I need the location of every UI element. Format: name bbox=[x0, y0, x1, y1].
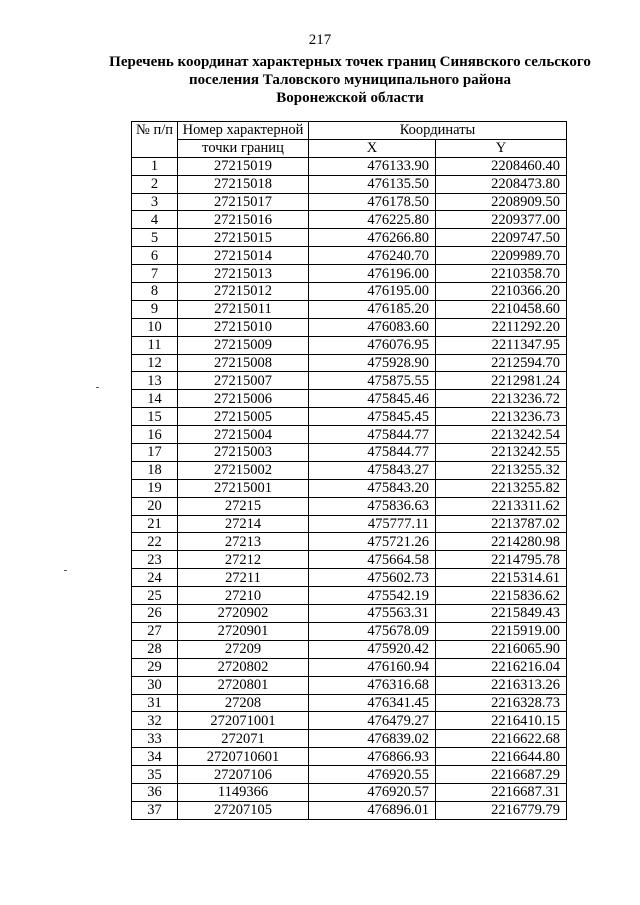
table-row bbox=[132, 372, 567, 390]
cell-x: 476160.94 bbox=[309, 658, 436, 676]
cell-x: 476479.27 bbox=[309, 712, 436, 730]
cell-x: 475678.09 bbox=[309, 622, 436, 640]
cell-point-id: 27215006 bbox=[178, 390, 309, 408]
table-row bbox=[132, 783, 567, 801]
cell-point-id: 27215017 bbox=[178, 193, 309, 211]
cell-y: 2209377.00 bbox=[436, 211, 567, 229]
table-row bbox=[132, 712, 567, 730]
table-row bbox=[132, 587, 567, 605]
cell-x: 475664.58 bbox=[309, 551, 436, 569]
cell-number: 30 bbox=[132, 676, 178, 694]
table-row bbox=[132, 193, 567, 211]
scan-speck bbox=[64, 570, 67, 571]
cell-x: 476083.60 bbox=[309, 318, 436, 336]
header-point-line-1: Номер характерной bbox=[178, 122, 309, 140]
cell-y: 2213242.54 bbox=[436, 426, 567, 444]
cell-y: 2210366.20 bbox=[436, 283, 567, 301]
cell-number: 13 bbox=[132, 372, 178, 390]
cell-number: 11 bbox=[132, 336, 178, 354]
cell-y: 2215314.61 bbox=[436, 569, 567, 587]
cell-x: 476341.45 bbox=[309, 694, 436, 712]
cell-point-id: 27207106 bbox=[178, 766, 309, 784]
cell-y: 2212981.24 bbox=[436, 372, 567, 390]
cell-number: 31 bbox=[132, 694, 178, 712]
cell-number: 3 bbox=[132, 193, 178, 211]
cell-x: 476839.02 bbox=[309, 730, 436, 748]
cell-point-id: 27215012 bbox=[178, 283, 309, 301]
table-row bbox=[132, 354, 567, 372]
cell-point-id: 27213 bbox=[178, 533, 309, 551]
table-body bbox=[132, 157, 567, 819]
cell-number: 23 bbox=[132, 551, 178, 569]
cell-y: 2216328.73 bbox=[436, 694, 567, 712]
cell-y: 2211292.20 bbox=[436, 318, 567, 336]
cell-point-id: 27215005 bbox=[178, 408, 309, 426]
cell-number: 36 bbox=[132, 783, 178, 801]
cell-number: 8 bbox=[132, 283, 178, 301]
cell-point-id: 27215019 bbox=[178, 157, 309, 175]
cell-point-id: 27215008 bbox=[178, 354, 309, 372]
cell-x: 476225.80 bbox=[309, 211, 436, 229]
cell-x: 475844.77 bbox=[309, 426, 436, 444]
cell-number: 32 bbox=[132, 712, 178, 730]
cell-point-id: 2720901 bbox=[178, 622, 309, 640]
cell-y: 2209989.70 bbox=[436, 247, 567, 265]
cell-y: 2208460.40 bbox=[436, 157, 567, 175]
cell-point-id: 27215010 bbox=[178, 318, 309, 336]
cell-number: 21 bbox=[132, 515, 178, 533]
table-row bbox=[132, 497, 567, 515]
cell-y: 2216216.04 bbox=[436, 658, 567, 676]
cell-y: 2213255.32 bbox=[436, 461, 567, 479]
cell-point-id: 27215001 bbox=[178, 479, 309, 497]
table-row bbox=[132, 748, 567, 766]
cell-y: 2211347.95 bbox=[436, 336, 567, 354]
table-row bbox=[132, 336, 567, 354]
cell-number: 17 bbox=[132, 444, 178, 462]
table-row bbox=[132, 479, 567, 497]
cell-y: 2216644.80 bbox=[436, 748, 567, 766]
cell-number: 2 bbox=[132, 175, 178, 193]
cell-number: 14 bbox=[132, 390, 178, 408]
cell-point-id: 27215018 bbox=[178, 175, 309, 193]
cell-point-id: 27215011 bbox=[178, 300, 309, 318]
cell-y: 2208473.80 bbox=[436, 175, 567, 193]
cell-point-id: 27212 bbox=[178, 551, 309, 569]
cell-point-id: 27211 bbox=[178, 569, 309, 587]
cell-x: 476195.00 bbox=[309, 283, 436, 301]
table-row bbox=[132, 730, 567, 748]
cell-y: 2214280.98 bbox=[436, 533, 567, 551]
table-row bbox=[132, 408, 567, 426]
cell-y: 2216687.31 bbox=[436, 783, 567, 801]
table-row bbox=[132, 569, 567, 587]
header-coordinates: Координаты bbox=[309, 122, 567, 140]
table-row bbox=[132, 229, 567, 247]
cell-x: 476866.93 bbox=[309, 748, 436, 766]
cell-number: 20 bbox=[132, 497, 178, 515]
cell-y: 2216687.29 bbox=[436, 766, 567, 784]
cell-number: 28 bbox=[132, 640, 178, 658]
cell-point-id: 27215007 bbox=[178, 372, 309, 390]
table-row bbox=[132, 157, 567, 175]
cell-number: 24 bbox=[132, 569, 178, 587]
cell-x: 475542.19 bbox=[309, 587, 436, 605]
cell-y: 2208909.50 bbox=[436, 193, 567, 211]
coordinates-table bbox=[131, 121, 567, 820]
table-row bbox=[132, 551, 567, 569]
cell-number: 10 bbox=[132, 318, 178, 336]
cell-x: 475845.45 bbox=[309, 408, 436, 426]
document-title bbox=[100, 53, 600, 107]
cell-x: 476266.80 bbox=[309, 229, 436, 247]
cell-point-id: 2720802 bbox=[178, 658, 309, 676]
cell-point-id: 27215014 bbox=[178, 247, 309, 265]
cell-point-id: 2720902 bbox=[178, 605, 309, 623]
cell-point-id: 27215 bbox=[178, 497, 309, 515]
cell-x: 476316.68 bbox=[309, 676, 436, 694]
cell-number: 25 bbox=[132, 587, 178, 605]
table-row bbox=[132, 766, 567, 784]
cell-point-id: 27215015 bbox=[178, 229, 309, 247]
cell-number: 19 bbox=[132, 479, 178, 497]
table-row bbox=[132, 622, 567, 640]
table-row bbox=[132, 640, 567, 658]
scan-speck bbox=[96, 387, 99, 388]
cell-number: 37 bbox=[132, 801, 178, 819]
cell-point-id: 27215004 bbox=[178, 426, 309, 444]
table-row bbox=[132, 801, 567, 819]
cell-x: 476240.70 bbox=[309, 247, 436, 265]
cell-point-id: 27215016 bbox=[178, 211, 309, 229]
cell-point-id: 27215013 bbox=[178, 265, 309, 283]
cell-x: 475920.42 bbox=[309, 640, 436, 658]
cell-x: 476133.90 bbox=[309, 157, 436, 175]
cell-point-id: 27208 bbox=[178, 694, 309, 712]
cell-y: 2213787.02 bbox=[436, 515, 567, 533]
cell-point-id: 272071001 bbox=[178, 712, 309, 730]
cell-number: 26 bbox=[132, 605, 178, 623]
cell-x: 475563.31 bbox=[309, 605, 436, 623]
cell-x: 476178.50 bbox=[309, 193, 436, 211]
cell-point-id: 2720801 bbox=[178, 676, 309, 694]
cell-x: 476135.50 bbox=[309, 175, 436, 193]
cell-point-id: 27215002 bbox=[178, 461, 309, 479]
title-line-3: Воронежской области bbox=[276, 90, 424, 106]
cell-x: 475845.46 bbox=[309, 390, 436, 408]
table-row bbox=[132, 426, 567, 444]
cell-number: 18 bbox=[132, 461, 178, 479]
cell-number: 1 bbox=[132, 157, 178, 175]
table-row bbox=[132, 283, 567, 301]
cell-y: 2213255.82 bbox=[436, 479, 567, 497]
cell-number: 35 bbox=[132, 766, 178, 784]
cell-point-id: 27210 bbox=[178, 587, 309, 605]
page-number: 217 bbox=[308, 32, 332, 48]
cell-point-id: 272071 bbox=[178, 730, 309, 748]
cell-y: 2213236.72 bbox=[436, 390, 567, 408]
table-row bbox=[132, 390, 567, 408]
cell-x: 475928.90 bbox=[309, 354, 436, 372]
header-y: Y bbox=[436, 139, 567, 157]
cell-y: 2213242.55 bbox=[436, 444, 567, 462]
cell-point-id: 27207105 bbox=[178, 801, 309, 819]
cell-x: 475721.26 bbox=[309, 533, 436, 551]
cell-x: 476920.57 bbox=[309, 783, 436, 801]
cell-number: 4 bbox=[132, 211, 178, 229]
cell-x: 476920.55 bbox=[309, 766, 436, 784]
table-row bbox=[132, 318, 567, 336]
table-row bbox=[132, 444, 567, 462]
cell-number: 33 bbox=[132, 730, 178, 748]
cell-y: 2216622.68 bbox=[436, 730, 567, 748]
cell-x: 475777.11 bbox=[309, 515, 436, 533]
cell-y: 2213311.62 bbox=[436, 497, 567, 515]
cell-x: 475875.55 bbox=[309, 372, 436, 390]
cell-point-id: 2720710601 bbox=[178, 748, 309, 766]
cell-number: 15 bbox=[132, 408, 178, 426]
cell-x: 476076.95 bbox=[309, 336, 436, 354]
cell-y: 2216313.26 bbox=[436, 676, 567, 694]
table-row bbox=[132, 461, 567, 479]
table-row bbox=[132, 175, 567, 193]
cell-number: 27 bbox=[132, 622, 178, 640]
cell-number: 22 bbox=[132, 533, 178, 551]
cell-y: 2215836.62 bbox=[436, 587, 567, 605]
cell-number: 16 bbox=[132, 426, 178, 444]
cell-point-id: 27209 bbox=[178, 640, 309, 658]
cell-y: 2216779.79 bbox=[436, 801, 567, 819]
cell-number: 9 bbox=[132, 300, 178, 318]
cell-point-id: 27215009 bbox=[178, 336, 309, 354]
table-row bbox=[132, 694, 567, 712]
cell-number: 6 bbox=[132, 247, 178, 265]
cell-y: 2210358.70 bbox=[436, 265, 567, 283]
table-header-row bbox=[132, 122, 567, 140]
header-point-line-2: точки границ bbox=[178, 139, 309, 157]
cell-number: 7 bbox=[132, 265, 178, 283]
cell-x: 476185.20 bbox=[309, 300, 436, 318]
cell-x: 475843.20 bbox=[309, 479, 436, 497]
cell-y: 2213236.73 bbox=[436, 408, 567, 426]
table-row bbox=[132, 533, 567, 551]
cell-point-id: 27214 bbox=[178, 515, 309, 533]
cell-number: 29 bbox=[132, 658, 178, 676]
cell-point-id: 1149366 bbox=[178, 783, 309, 801]
cell-x: 475602.73 bbox=[309, 569, 436, 587]
cell-y: 2209747.50 bbox=[436, 229, 567, 247]
table-row bbox=[132, 247, 567, 265]
table-row bbox=[132, 515, 567, 533]
cell-x: 476196.00 bbox=[309, 265, 436, 283]
cell-y: 2212594.70 bbox=[436, 354, 567, 372]
cell-x: 475836.63 bbox=[309, 497, 436, 515]
cell-y: 2216065.90 bbox=[436, 640, 567, 658]
title-line-2: поселения Таловского муниципального района bbox=[188, 72, 512, 88]
cell-y: 2216410.15 bbox=[436, 712, 567, 730]
cell-y: 2215849.43 bbox=[436, 605, 567, 623]
title-line-1: Перечень координат характерных точек границ Синявского сельского bbox=[109, 54, 591, 70]
header-x: X bbox=[309, 139, 436, 157]
cell-x: 476896.01 bbox=[309, 801, 436, 819]
cell-x: 475844.77 bbox=[309, 444, 436, 462]
table-row bbox=[132, 211, 567, 229]
cell-x: 475843.27 bbox=[309, 461, 436, 479]
cell-number: 34 bbox=[132, 748, 178, 766]
table-row bbox=[132, 265, 567, 283]
cell-point-id: 27215003 bbox=[178, 444, 309, 462]
cell-number: 5 bbox=[132, 229, 178, 247]
table-row bbox=[132, 676, 567, 694]
cell-y: 2214795.78 bbox=[436, 551, 567, 569]
cell-y: 2215919.00 bbox=[436, 622, 567, 640]
table-row bbox=[132, 300, 567, 318]
table-row bbox=[132, 658, 567, 676]
table-subheader-row bbox=[132, 139, 567, 157]
cell-y: 2210458.60 bbox=[436, 300, 567, 318]
header-number: № п/п bbox=[132, 122, 178, 158]
cell-number: 12 bbox=[132, 354, 178, 372]
table-row bbox=[132, 605, 567, 623]
